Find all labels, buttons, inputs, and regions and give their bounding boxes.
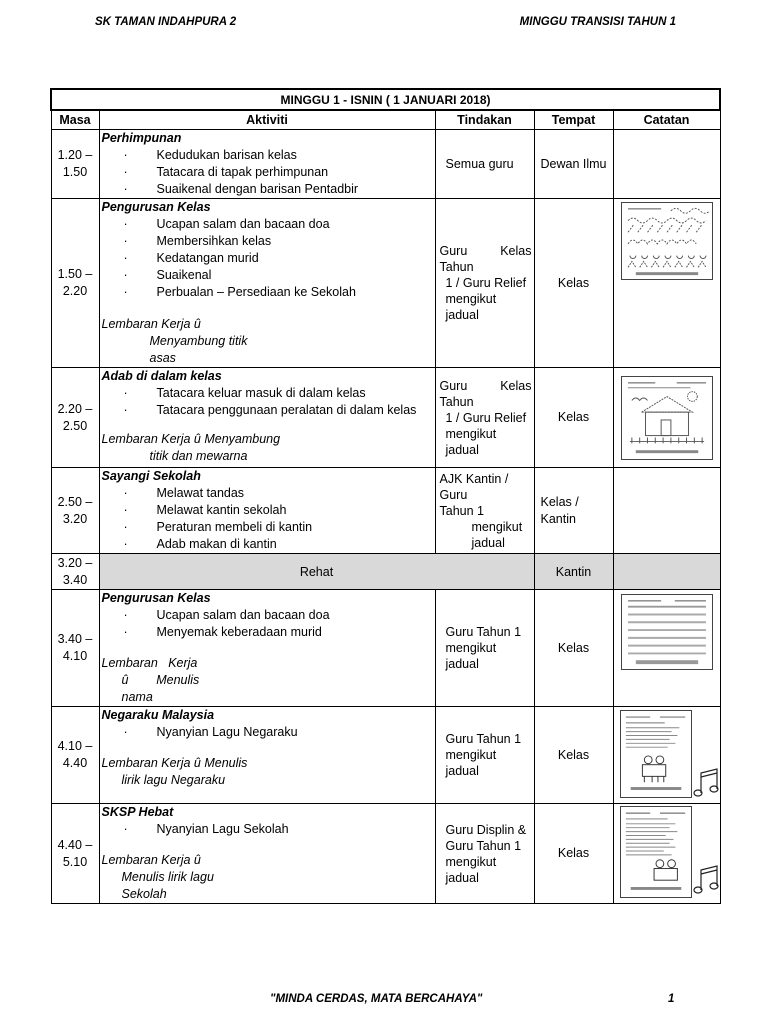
section-title: SKSP Hebat (101, 805, 174, 819)
time-cell: 2.50 – 3.20 (51, 468, 99, 554)
worksheet-text: Menyambung titik (149, 334, 248, 348)
worksheet-label: Lembaran Kerja û Menyambung (101, 432, 281, 446)
list-item: · Peraturan membeli di kantin (102, 519, 435, 536)
list-item: · Adab makan di kantin (102, 536, 435, 553)
worksheet-label: Lembaran Kerja û Menulis (101, 756, 248, 770)
worksheet-thumbnail (621, 594, 713, 670)
activity-cell (99, 130, 435, 199)
activity-cell (99, 199, 435, 368)
column-header-aktiviti: Aktiviti (99, 110, 435, 130)
place-cell: Kelas / Kantin (534, 468, 613, 554)
worksheet-text: titik dan mewarna (149, 449, 248, 463)
worksheet-thumbnail (621, 376, 713, 460)
table-row (51, 130, 720, 199)
action-cell: Guru Tahun 1 mengikut jadual (435, 707, 534, 804)
school-motto: "MINDA CERDAS, MATA BERCAHAYA" (270, 993, 483, 1005)
action-cell: Guru Displin & Guru Tahun 1 mengikut jadual (435, 804, 534, 904)
document-title: MINGGU TRANSISI TAHUN 1 (519, 16, 676, 28)
break-label: Rehat (99, 554, 534, 590)
table-title: MINGGU 1 - ISNIN ( 1 JANUARI 2018) (51, 89, 720, 110)
worksheet-text: nama (121, 690, 153, 704)
table-row (51, 468, 720, 554)
section-title: Pengurusan Kelas (101, 591, 211, 605)
list-item: · Menyemak keberadaan murid (102, 624, 435, 641)
table-row (51, 199, 720, 368)
music-note-icon (692, 862, 720, 898)
notes-cell (613, 368, 720, 468)
list-item: · Tatacara penggunaan peralatan di dalam kelas (102, 402, 435, 419)
table-row (51, 590, 720, 707)
action-cell: Guru Tahun 1 mengikut jadual (435, 590, 534, 707)
notes-cell (613, 554, 720, 590)
place-cell: Kelas (534, 368, 613, 468)
list-item: · Melawat tandas (102, 485, 435, 502)
worksheet-label: Lembaran Kerja û (101, 317, 201, 331)
list-item: · Perbualan – Persediaan ke Sekolah (102, 284, 435, 301)
worksheet-text: lirik lagu Negaraku (121, 773, 226, 787)
notes-cell (613, 468, 720, 554)
action-cell: AJK Kantin / Guru Tahun 1 mengikut jadual (435, 468, 534, 554)
list-item: · Tatacara di tapak perhimpunan (102, 164, 435, 181)
list-item: · Suaikenal dengan barisan Pentadbir (102, 181, 435, 198)
time-cell: 4.40 – 5.10 (51, 804, 99, 904)
column-header-tindakan: Tindakan (435, 110, 534, 130)
place-cell: Kantin (534, 554, 613, 590)
action-cell: Semua guru (435, 130, 534, 199)
notes-cell (613, 707, 720, 804)
school-name: SK TAMAN INDAHPURA 2 (95, 16, 237, 28)
time-cell: 3.40 – 4.10 (51, 590, 99, 707)
worksheet-text: Menulis lirik lagu (121, 870, 214, 884)
worksheet-text: Sekolah (121, 887, 167, 901)
list-item: · Suaikenal (102, 267, 435, 284)
place-cell: Kelas (534, 590, 613, 707)
table-row (51, 368, 720, 468)
place-cell: Kelas (534, 199, 613, 368)
notes-cell (613, 130, 720, 199)
activity-cell (99, 804, 435, 904)
column-header-catatan: Catatan (613, 110, 720, 130)
list-item: · Ucapan salam dan bacaan doa (102, 216, 435, 233)
time-cell: 3.20 – 3.40 (51, 554, 99, 590)
notes-cell (613, 199, 720, 368)
table-row (51, 707, 720, 804)
time-cell: 1.20 – 1.50 (51, 130, 99, 199)
action-cell: Guru Kelas Tahun 1 / Guru Relief mengikut jadual (435, 199, 534, 368)
activity-cell (99, 707, 435, 804)
place-cell: Kelas (534, 804, 613, 904)
section-title: Adab di dalam kelas (101, 369, 222, 383)
place-cell: Dewan Ilmu (534, 130, 613, 199)
list-item: · Kedudukan barisan kelas (102, 147, 435, 164)
worksheet-thumbnail (620, 806, 692, 898)
time-cell: 1.50 – 2.20 (51, 199, 99, 368)
time-cell: 2.20 – 2.50 (51, 368, 99, 468)
list-item: · Nyanyian Lagu Sekolah (102, 821, 435, 838)
section-title: Negaraku Malaysia (101, 708, 215, 722)
list-item: · Ucapan salam dan bacaan doa (102, 607, 435, 624)
list-item: · Tatacara keluar masuk di dalam kelas (102, 385, 435, 402)
activity-cell (99, 368, 435, 468)
action-cell: Guru Kelas Tahun 1 / Guru Relief mengikut jadual (435, 368, 534, 468)
notes-cell (613, 804, 720, 904)
worksheet-thumbnail (621, 202, 713, 280)
schedule-table (50, 88, 721, 904)
column-header-masa: Masa (51, 110, 99, 130)
activity-cell (99, 468, 435, 554)
list-item: · Melawat kantin sekolah (102, 502, 435, 519)
worksheet-label: Lembaran Kerja û (101, 853, 201, 867)
worksheet-text: û Menulis (121, 673, 200, 687)
notes-cell (613, 590, 720, 707)
worksheet-label: Lembaran Kerja (101, 656, 198, 670)
music-note-icon (692, 765, 720, 801)
worksheet-thumbnail (620, 710, 692, 798)
list-item: · Kedatangan murid (102, 250, 435, 267)
section-title: Sayangi Sekolah (101, 469, 201, 483)
section-title: Pengurusan Kelas (101, 200, 211, 214)
page-number: 1 (668, 993, 675, 1005)
activity-cell (99, 590, 435, 707)
column-header-tempat: Tempat (534, 110, 613, 130)
table-row (51, 804, 720, 904)
time-cell: 4.10 – 4.40 (51, 707, 99, 804)
section-title: Perhimpunan (101, 131, 182, 145)
worksheet-text: asas (149, 351, 176, 365)
table-row (51, 554, 720, 590)
list-item: · Nyanyian Lagu Negaraku (102, 724, 435, 741)
list-item: · Membersihkan kelas (102, 233, 435, 250)
place-cell: Kelas (534, 707, 613, 804)
